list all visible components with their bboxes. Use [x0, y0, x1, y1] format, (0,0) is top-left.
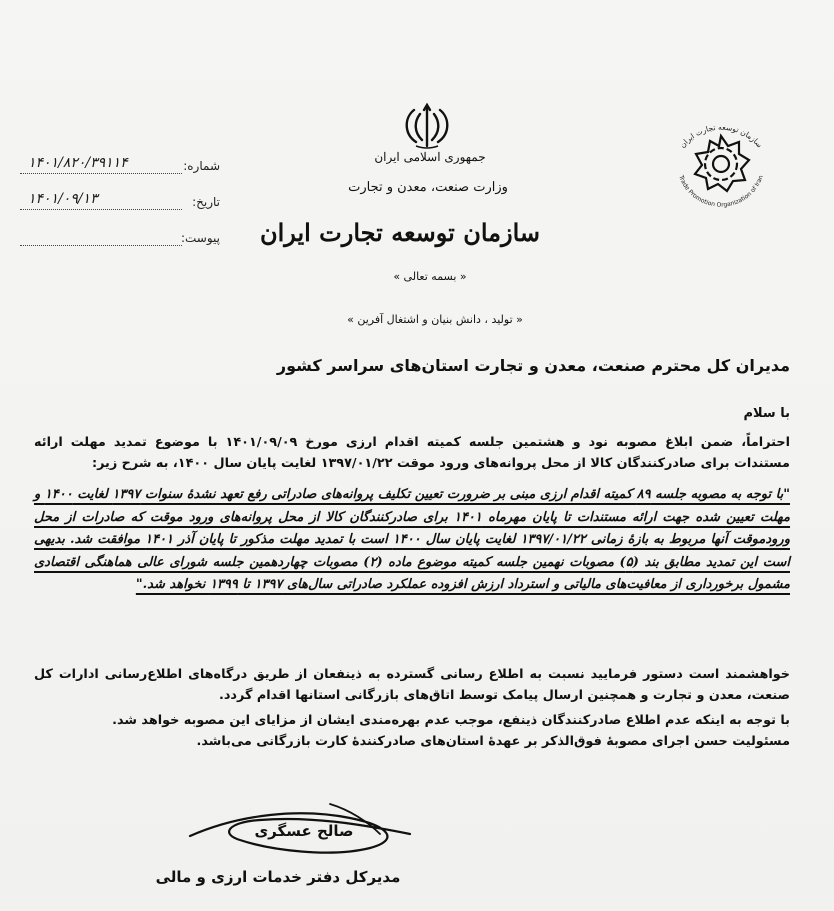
letter-paragraph-3: [34, 710, 790, 752]
dotted-line: [20, 245, 182, 246]
ministry-line-1: جمهوری اسلامی ایران: [374, 150, 486, 164]
dotted-line: [20, 209, 182, 210]
org-name: سازمان توسعه تجارت ایران: [259, 218, 540, 247]
meta-date-label: تاریخ:: [192, 195, 220, 209]
signer-title: مدیرکل دفتر خدمات ارزی و مالی: [155, 868, 401, 886]
dotted-line: [20, 173, 182, 174]
svg-text:Trade Promotion Organization o: [677, 173, 765, 208]
meta-attachment-label: پیوست:: [180, 231, 220, 245]
logo-text-fa: سازمان توسعه تجارت ایران: [677, 122, 765, 150]
letter-paragraph-2: خواهشمند است دستور فرمایید نسبت به اطلاع رسانی گسترده به ذینفعان از طریق درگاه‌های اطلاع‌رسانی ادارات کل صنعت، معدن و تجارت و همچنین ارسال پیامک توسط اتاق‌های بازرگانی استانها اقدام گردد.: [34, 667, 790, 703]
basmala: « بسمه تعالی »: [393, 270, 467, 283]
letter-quoted-resolution: "با توجه به مصوبه جلسه ۸۹ کمیته اقدام ارزی مبنی بر ضرورت تعیین تکلیف پروانه‌های صادراتی رفع تعهد نشدۀ سنوات ۱۳۹۷ لغایت ۱۴۰۰ و مهلت تعیین شده جهت ارائه مستندات تا پایان مهرماه ۱۴۰۱ برای صادرکنندگان کالا از محل پروانه‌های ورود موقت که صادرات از محل ورودموقت آنها مربوط به بازۀ زمانی ۱۳۹۷/۰۱/۲۲ لغایت پایان سال ۱۴۰۰ است با تمدید مهلت مذکور تا پایان آذر ۱۴۰۱ موافقت شد. بدیهی است این تمدید مطابق بند (۵) مصوبات نهمین جلسه کمیته موضوع ماده (۲) مصوبات چهاردهمین جلسه شورای عالی هماهنگی اقتصادی مشمول برخورداری از معافیت‌های مالیاتی و استرداد ارزش افزوده عملکرد صادراتی سال‌های ۱۳۹۷ تا ۱۳۹۹ نخواهد شد.": [33, 487, 791, 592]
meta-number-value: ۱۴۰۱/۸۲۰/۳۹۱۱۴: [28, 155, 128, 171]
meta-date: [20, 191, 220, 219]
letter-paragraph-3-line-2: مسئولیت حسن اجرای مصوبۀ فوق‌الذکر بر عهدۀ استان‌های صادرکنندۀ کارت بازرگانی می‌باشد.: [196, 734, 790, 749]
letter-paragraph-1: احتراماً، ضمن ابلاغ مصوبه نود و هشتمین جلسه کمیته اقدام ارزی مورخ ۱۴۰۱/۰۹/۰۹ با موضوع تمدید مهلت ارائه مستندات برای صادرکنندگان کالا از محل پروانه‌های ورود موقت ۱۳۹۷/۰۱/۲۲ لغایت پایان سال ۱۴۰۰، به شرح زیر:: [34, 435, 790, 471]
iran-emblem-icon: [400, 102, 454, 150]
letter-greeting: با سلام: [743, 406, 790, 421]
logo-text-en: Trade Promotion Organization of Iran: [677, 174, 765, 209]
signer-name: صالح عسگری: [254, 822, 354, 840]
meta-number-label: شماره:: [183, 159, 220, 173]
meta-attachment: [20, 227, 220, 255]
tpo-logo-icon: [656, 102, 786, 222]
ministry-line-2: وزارت صنعت، معدن و تجارت: [348, 180, 508, 195]
meta-date-value: ۱۴۰۱/۰۹/۱۳: [28, 191, 98, 207]
letter-paragraph-3-line-1: با توجه به اینکه عدم اطلاع صادرکنندگان ذینفع، موجب عدم بهره‌مندی ایشان از مزایای این مصوبه خواهد شد.: [112, 713, 790, 728]
letter-meta: [20, 155, 220, 255]
slogan: « تولید ، دانش بنیان و اشتغال آفرین »: [347, 313, 523, 326]
letter-addressee: مدیران کل محترم صنعت، معدن و تجارت استان‌های سراسر کشور: [276, 356, 790, 375]
meta-number: [20, 155, 220, 183]
